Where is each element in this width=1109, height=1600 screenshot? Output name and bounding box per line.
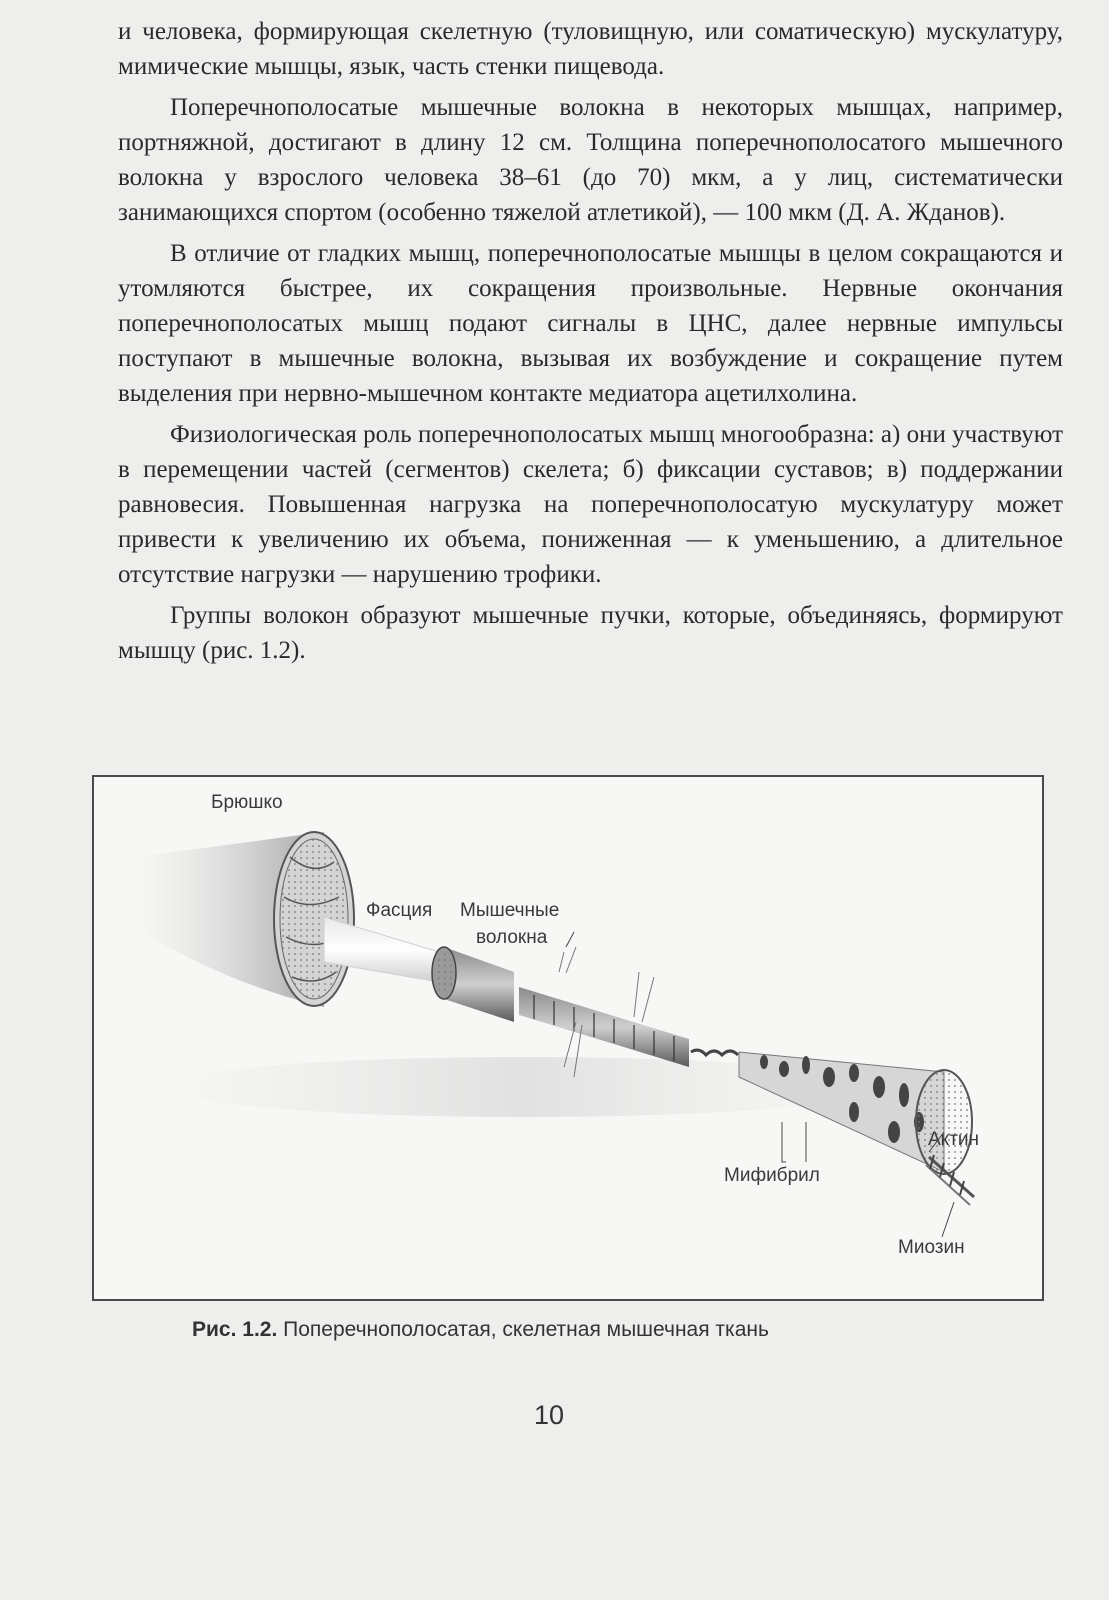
paragraph-5: Группы волокон образуют мышечные пучки, которые, объединяясь, формируют мышцу (рис. 1.2).: [118, 602, 1063, 664]
label-actin: Актин: [928, 1129, 980, 1150]
label-myofibril: Мифибрил: [724, 1165, 820, 1186]
figure-muscle-structure: [92, 775, 1044, 1301]
muscle-fiber: [519, 987, 689, 1067]
paragraph-2: Поперечнополосатые мышечные волокна в некоторых мышцах, например, портняжной, достигают в длину 12 см. Толщина поперечнополосатого мышечного волокна у взрослого человека 38–61 (до 70) мкм, а у лиц, систематически занимающихся спортом (особенно тяжелой атлетикой), — 100 мкм (Д. А. Жданов).: [118, 94, 1063, 226]
caption-number: Рис. 1.2.: [192, 1318, 278, 1341]
page-number: 10: [534, 1400, 565, 1430]
muscle-bundles-cross-section: [280, 839, 348, 999]
myofibril-cross-section: [916, 1070, 972, 1174]
paragraph-1: и человека, формирующая скелетную (туловищную, или соматическую) мускулатуру, мимические мышцы, язык, часть стенки пищевода.: [118, 18, 1063, 80]
label-fibers-line2: волокна: [476, 927, 548, 948]
body-text: [118, 14, 1063, 668]
paragraph-4: Физиологическая роль поперечнополосатых мышц многообразна: а) они участвуют в перемещении частей (сегментов) скелета; б) фиксации суставов; в) поддержании равновесия. Повышенная нагрузка на поперечнополосатую мускулатуру может привести к увеличению их объема, пониженная — к уменьшению, а длительное отсутствие нагрузки — нарушению трофики.: [118, 421, 1063, 588]
myofibril-cone: [739, 1052, 944, 1172]
caption-text: Поперечнополосатая, скелетная мышечная ткань: [277, 1318, 769, 1341]
figure-caption: [192, 1318, 992, 1342]
label-fascia: Фасция: [366, 900, 433, 921]
paragraph-3: В отличие от гладких мышц, поперечнополосатые мышцы в целом сокращаются и утомляются быстрее, их сокращения произвольные. Нервные окончания поперечнополосатых мышц подают сигналы в ЦНС, далее нервные импульсы поступают в мышечные волокна, вызывая их возбуждение и сокращение путем выделения при нервно-мышечном контакте медиатора ацетилхолина.: [118, 240, 1063, 407]
muscle-illustration: [94, 777, 1042, 1299]
label-myosin: Миозин: [898, 1237, 965, 1258]
label-fibers-line1: Мышечные: [460, 900, 560, 921]
label-belly: Брюшко: [211, 792, 283, 813]
